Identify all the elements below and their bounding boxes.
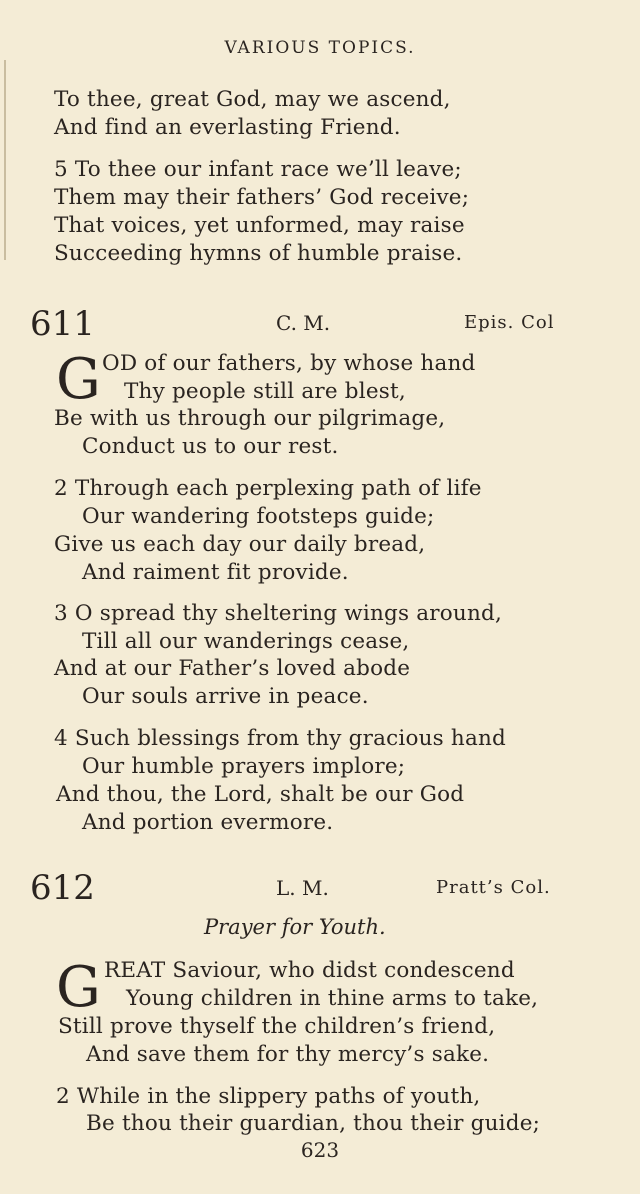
verse-line: Our wandering footsteps guide;	[82, 504, 435, 529]
running-head: VARIOUS TOPICS.	[224, 38, 416, 58]
verse-line: Our humble prayers implore;	[82, 754, 406, 779]
page-edge-mark	[4, 60, 6, 260]
verse-line: Succeeding hymns of humble praise.	[54, 241, 463, 266]
hymn-source: Pratt’s Col.	[436, 877, 551, 898]
verse-line: And save them for thy mercy’s sake.	[86, 1042, 490, 1067]
verse-line: Till all our wanderings cease,	[82, 629, 410, 654]
drop-cap: G	[56, 955, 101, 1020]
verse-line: Thy people still are blest,	[124, 379, 406, 404]
hymn-meter: C. M.	[276, 311, 331, 335]
verse-line: 2 Through each perplexing path of life	[54, 476, 482, 501]
verse-line: And portion evermore.	[82, 810, 334, 835]
verse-line: Be thou their guardian, thou their guide;	[86, 1111, 541, 1136]
verse-line: 4 Such blessings from thy gracious hand	[54, 726, 506, 751]
verse-line: 5 To thee our infant race we’ll leave;	[54, 157, 462, 182]
hymn-meter: L. M.	[276, 876, 329, 900]
verse-line: And find an everlasting Friend.	[54, 115, 401, 140]
verse-line: Our souls arrive in peace.	[82, 684, 369, 709]
drop-cap: G	[56, 347, 101, 412]
verse-line: 3 O spread thy sheltering wings around,	[54, 601, 502, 626]
hymn-number: 612	[30, 868, 95, 908]
verse-line: And at our Father’s loved abode	[54, 656, 411, 681]
verse-line: Conduct us to our rest.	[82, 434, 339, 459]
verse-line: Give us each day our daily bread,	[54, 532, 426, 557]
verse-line: To thee, great God, may we ascend,	[54, 87, 451, 112]
hymn-number: 611	[30, 304, 95, 344]
hymn-source: Epis. Col	[464, 312, 555, 333]
verse-line: Still prove thyself the children’s friend,	[58, 1014, 496, 1039]
verse-line: Be with us through our pilgrimage,	[54, 406, 446, 431]
page-number: 623	[300, 1138, 340, 1162]
hymn-subtitle: Prayer for Youth.	[204, 915, 386, 939]
verse-line: Them may their fathers’ God receive;	[54, 185, 470, 210]
verse-line: REAT Saviour, who didst condescend	[104, 958, 515, 983]
verse-line: 2 While in the slippery paths of youth,	[56, 1084, 481, 1109]
verse-line: And raiment fit provide.	[82, 560, 349, 585]
verse-line: And thou, the Lord, shalt be our God	[56, 782, 465, 807]
verse-line: OD of our fathers, by whose hand	[102, 351, 476, 376]
verse-line: Young children in thine arms to take,	[126, 986, 539, 1011]
verse-line: That voices, yet unformed, may raise	[54, 213, 465, 238]
